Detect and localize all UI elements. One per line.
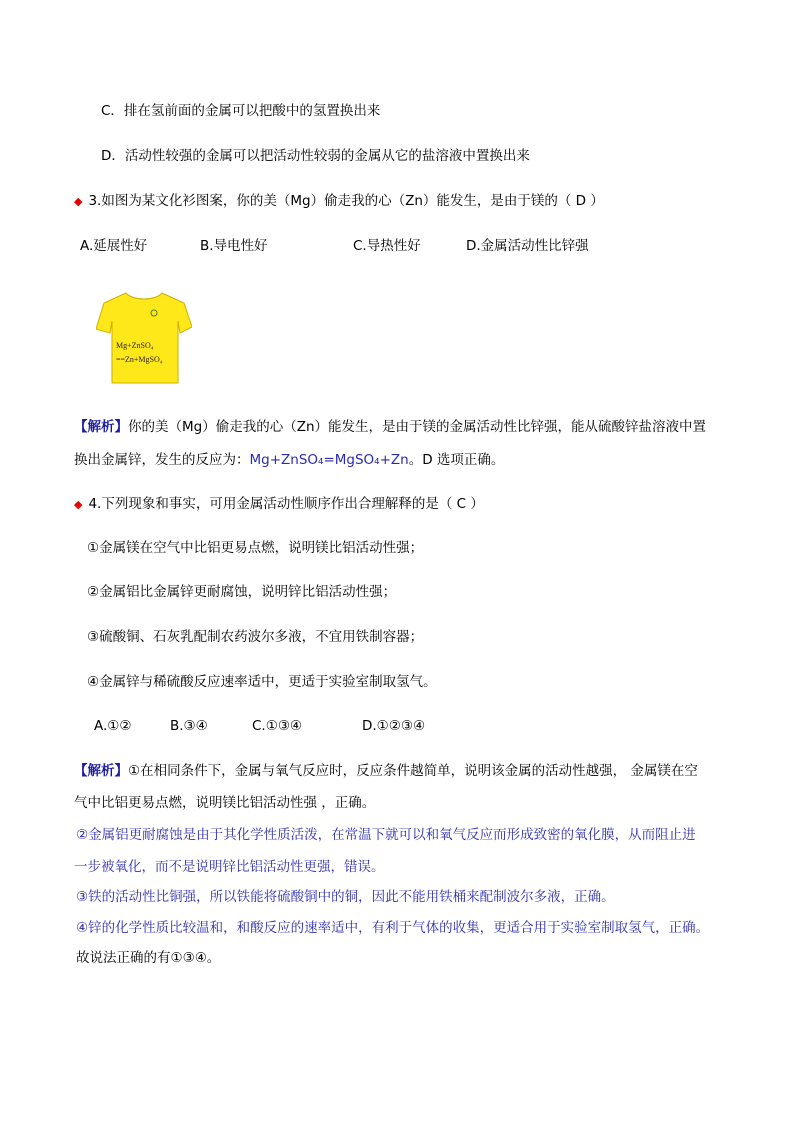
q4-option-c: C.①③④ <box>252 718 303 734</box>
question-3 <box>74 191 604 212</box>
question-3-text: 3.如图为某文化衫图案，你的美（Mg）偷走我的心（Zn）能发生，是由于镁的（ D ） <box>88 193 604 209</box>
question-4 <box>74 494 484 515</box>
q3-option-b: B.导电性好 <box>200 238 268 254</box>
q3-explanation-line1 <box>74 417 706 437</box>
explanation-label: 【解析】 <box>74 763 128 779</box>
q4-option-b: B.③④ <box>170 718 208 734</box>
q3-option-c: C.导热性好 <box>353 238 421 254</box>
q4-option-a: A.①② <box>94 718 132 734</box>
q4-explanation-line7: 故说法正确的有①③④。 <box>76 950 221 966</box>
q3-option-d: D.金属活动性比锌强 <box>466 238 589 254</box>
q3-exp-text1: 你的美（Mg）偷走我的心（Zn）能发生，是由于镁的金属活动性比锌强，能从硫酸锌盐溶液中置 <box>128 419 707 435</box>
question-4-text: 4.下列现象和事实，可用金属活动性顺序作出合理解释的是（ C ） <box>88 496 484 512</box>
shirt-equation-line2: ==Zn+MgSO₄ <box>116 355 163 364</box>
option-c-line: C．排在氢前面的金属可以把酸中的氢置换出来 <box>101 103 381 119</box>
q4-explanation-line3: ②金属铝更耐腐蚀是由于其化学性质活泼，在常温下就可以和氧气反应而形成致密的氧化膜，从而阻止进 <box>76 827 696 843</box>
q4-explanation-line2: 气中比铝更易点燃，说明镁比铝活动性强 ，正确。 <box>74 795 376 811</box>
t-shirt-image <box>96 291 192 385</box>
q4-exp-text1: ①在相同条件下，金属与氧气反应时，反应条件越简单，说明该金属的活动性越强， 金属镁在空 <box>128 763 698 779</box>
q3-option-a: A.延展性好 <box>80 238 148 254</box>
question-4-options <box>94 716 425 736</box>
q3-equation: Mg+ZnSO₄=MgSO₄+Zn <box>249 452 409 468</box>
shirt-equation-line1: Mg+ZnSO₄ <box>116 341 154 350</box>
option-d-line: D．活动性较强的金属可以把活动性较弱的金属从它的盐溶液中置换出来 <box>101 148 530 164</box>
q4-statement-4: ④金属锌与稀硫酸反应速率适中，更适于实验室制取氢气。 <box>87 674 437 690</box>
explanation-label: 【解析】 <box>74 419 128 435</box>
q4-explanation-line6: ④锌的化学性质比较温和，和酸反应的速率适中，有利于气体的收集，更适合用于实验室制取氢气，正确。 <box>76 920 710 936</box>
q4-explanation-line4: 一步被氧化，而不是说明锌比铝活动性更强，错误。 <box>74 859 385 875</box>
q4-explanation-line1 <box>74 761 698 781</box>
q4-statement-1: ①金属镁在空气中比铝更易点燃，说明镁比铝活动性强； <box>87 540 424 556</box>
q4-statement-3: ③硫酸铜、石灰乳配制农药波尔多液，不宜用铁制容器； <box>87 629 424 645</box>
diamond-bullet-icon: ◆ <box>74 195 83 208</box>
q4-explanation-line5: ③铁的活动性比铜强，所以铁能将硫酸铜中的铜，因此不能用铁桶来配制波尔多液，正确。 <box>76 889 615 905</box>
q3-exp-text2b: 。D 选项正确。 <box>408 452 505 468</box>
question-3-options <box>80 236 589 256</box>
t-shirt-icon <box>96 291 192 385</box>
diamond-bullet-icon: ◆ <box>74 498 83 511</box>
q4-option-d: D.①②③④ <box>362 718 426 734</box>
q3-exp-text2a: 换出金属锌，发生的反应为： <box>74 452 250 468</box>
q4-statement-2: ②金属铝比金属锌更耐腐蚀，说明锌比铝活动性强； <box>87 584 397 600</box>
q3-explanation-line2 <box>74 450 504 470</box>
